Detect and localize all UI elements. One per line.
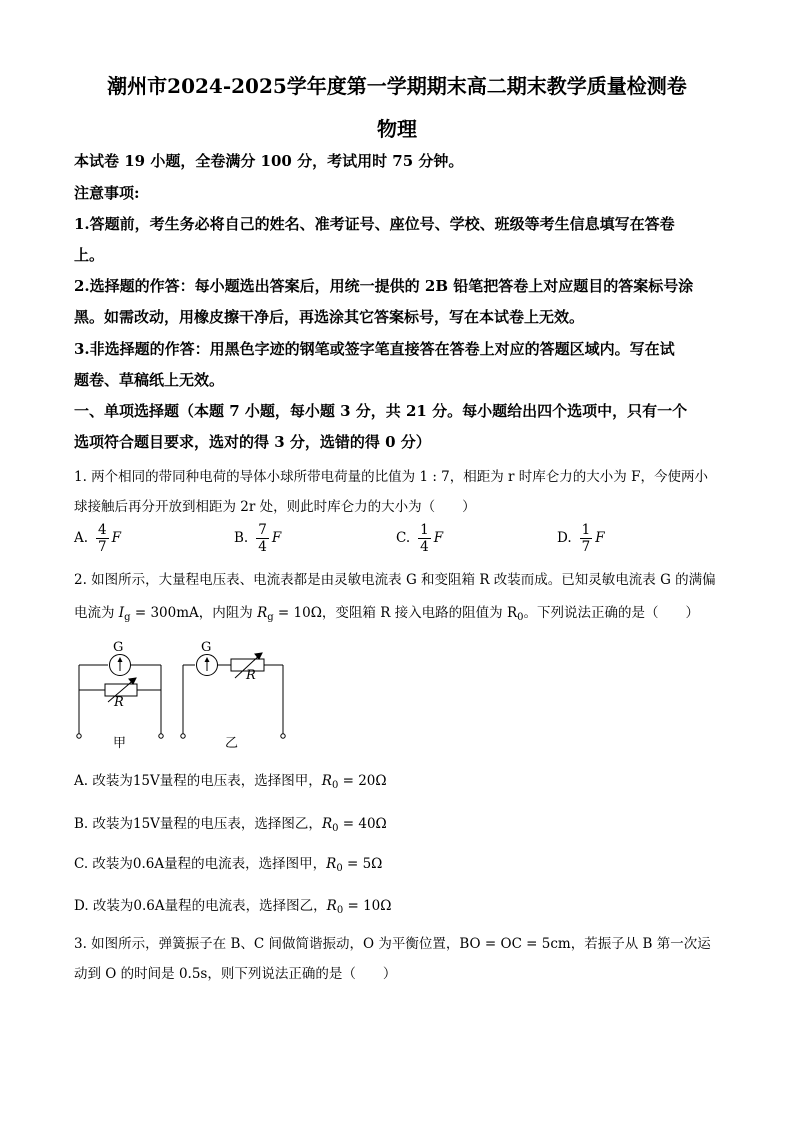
note-1-line-1: 1.答题前，考生务必将自己的姓名、准考证号、座位号、学校、班级等考生信息填写在答卷 bbox=[74, 215, 675, 233]
note-2-line-2: 黑。如需改动，用橡皮擦干净后，再选涂其它答案标号，写在本试卷上无效。 bbox=[74, 308, 585, 326]
section-1-heading-line-2: 选项符合题目要求，选对的得 3 分，选错的得 0 分） bbox=[74, 433, 431, 451]
question-1-option-b: B. $\frac{7}{4}$ F bbox=[234, 522, 282, 555]
figure-caption-jia: 甲 bbox=[113, 736, 127, 751]
resistor-label-jia: R bbox=[114, 695, 124, 710]
galvanometer-icon bbox=[195, 653, 219, 677]
note-3-line-1: 3.非选择题的作答：用黑色字迹的钢笔或签字笔直接答在答卷上对应的答题区域内。写在试 bbox=[74, 340, 675, 358]
galvanometer-label-jia: G bbox=[113, 640, 124, 655]
exam-summary: 本试卷 19 小题，全卷满分 100 分，考试用时 75 分钟。 bbox=[74, 152, 464, 170]
question-1-option-d: D. $\frac{1}{7}$ F bbox=[557, 522, 605, 555]
galvanometer-label-yi: G bbox=[201, 640, 212, 655]
question-2-line-1: 2. 如图所示，大量程电压表、电流表都是由灵敏电流表 G 和变阻箱 R 改装而成。已知灵敏电流表 G 的满偏 bbox=[74, 572, 716, 588]
question-3-line-2: 动到 O 的时间是 0.5s，则下列说法正确的是（ ） bbox=[74, 966, 397, 982]
note-3-line-2: 题卷、草稿纸上无效。 bbox=[74, 371, 225, 389]
note-1-line-2: 上。 bbox=[74, 246, 105, 264]
question-2-option-a: A. 改装为15V量程的电压表，选择图甲，$R_0 = 20\Omega$ bbox=[74, 773, 387, 791]
question-2-option-c: C. 改装为0.6A量程的电流表，选择图甲，$R_0 = 5\Omega$ bbox=[74, 856, 383, 874]
question-3-line-1: 3. 如图所示，弹簧振子在 B、C 间做简谐振动，O 为平衡位置，BO = OC = 5cm，若振子从 B 第一次运 bbox=[74, 936, 711, 952]
question-1-option-a: A. $\frac{4}{7}$ F bbox=[74, 522, 122, 555]
question-2-option-d: D. 改装为0.6A量程的电流表，选择图乙，$R_0 = 10\Omega$ bbox=[74, 898, 392, 916]
note-2-line-1: 2.选择题的作答：每小题选出答案后，用统一提供的 2B 铅笔把答卷上对应题目的答案标号涂 bbox=[74, 277, 694, 295]
resistor-label-yi: R bbox=[246, 668, 256, 683]
subject-title: 物理 bbox=[377, 117, 417, 141]
question-1-line-1: 1. 两个相同的带同种电荷的导体小球所带电荷量的比值为 1 : 7，相距为 r 时库仑力的大小为 F，今使两小 bbox=[74, 469, 708, 485]
question-1-option-c: C. $\frac{1}{4}$ F bbox=[396, 522, 444, 555]
question-2-line-2: 电流为 $I_g = 300mA$，内阻为 $R_g = 10\Omega$，变阻箱 R 接入电路的阻值为 $R_0$。下列说法正确的是（ ） bbox=[74, 605, 699, 623]
galvanometer-icon bbox=[108, 653, 132, 677]
section-1-heading-line-1: 一、单项选择题（本题 7 小题，每小题 3 分，共 21 分。每小题给出四个选项中，只有一个 bbox=[74, 402, 688, 420]
figure-caption-yi: 乙 bbox=[225, 736, 239, 751]
notice-heading: 注意事项: bbox=[74, 184, 140, 202]
question-1-line-2: 球接触后再分开放到相距为 2r 处，则此时库仑力的大小为（ ） bbox=[74, 499, 476, 515]
question-2-circuit-figure bbox=[66, 636, 302, 752]
question-2-option-b: B. 改装为15V量程的电压表，选择图乙，$R_0 = 40\Omega$ bbox=[74, 816, 387, 834]
exam-title: 潮州市2024-2025学年度第一学期期末高二期末教学质量检测卷 bbox=[107, 74, 687, 98]
